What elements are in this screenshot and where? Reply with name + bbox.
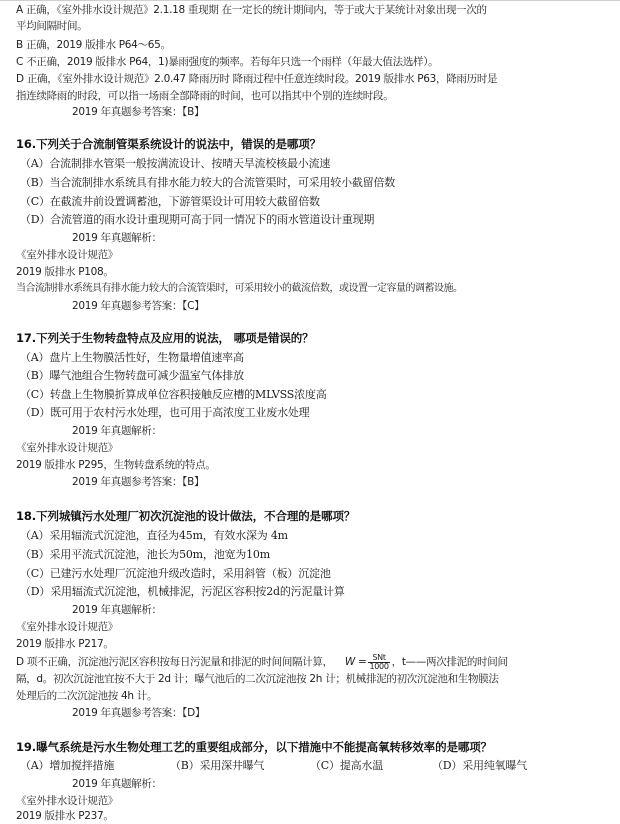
q16-answer: 2019 年真题参考答案：【C】 bbox=[72, 300, 205, 312]
q17-page-ref: 2019 版排水 P295，生物转盘系统的特点。 bbox=[16, 459, 216, 471]
q18-note-text-b: ，t——两次排泥的时间间 bbox=[391, 656, 508, 668]
prev-analysis-b: B 正确，2019 版排水 P64～65。 bbox=[16, 39, 171, 51]
q17-reference: 《室外排水设计规范》 bbox=[16, 442, 118, 454]
q17-title: 17.下列关于生物转盘特点及应用的说法， 哪项是错误的？ bbox=[16, 331, 314, 345]
q17-option-d: （D）既可用于农村污水处理，也可用于高浓度工业废水处理 bbox=[20, 406, 310, 419]
q19-option-d: （D）采用纯氧曝气 bbox=[432, 759, 528, 772]
q18-formula-denominator: 1000 bbox=[369, 661, 389, 671]
prev-analysis-c: C 不正确，2019 版排水 P64，1)暴雨强度的频率。若每年只选一个雨样（年最大值法选样）。 bbox=[16, 56, 439, 68]
q18-analysis-label: 2019 年真题解析： bbox=[72, 604, 162, 616]
q18-formula-numerator: SNt bbox=[368, 654, 389, 663]
q16-analysis-label: 2019 年真题解析： bbox=[72, 232, 162, 244]
q19-page-ref: 2019 版排水 P237。 bbox=[16, 810, 114, 822]
q17-option-a: （A）盘片上生物膜活性好，生物量增值速率高 bbox=[20, 351, 244, 364]
q18-answer: 2019 年真题参考答案：【D】 bbox=[72, 707, 206, 719]
q16-option-c: （C）在截流井前设置调蓄池，下游管渠设计可用较大截留倍数 bbox=[20, 195, 320, 208]
q18-page-ref: 2019 版排水 P217。 bbox=[16, 638, 114, 650]
q16-option-d: （D）合流管道的雨水设计重现期可高于同一情况下的雨水管道设计重现期 bbox=[20, 213, 375, 226]
page-top-border bbox=[0, 0, 620, 1]
q18-note-line1 bbox=[16, 653, 612, 671]
q17-answer: 2019 年真题参考答案：【B】 bbox=[72, 476, 205, 488]
q18-formula-w: W = bbox=[344, 656, 367, 668]
q19-option-b: （B）采用深井曝气 bbox=[170, 759, 265, 772]
prev-answer: 2019 年真题参考答案：【B】 bbox=[72, 106, 205, 118]
q18-formula-fraction bbox=[368, 654, 389, 671]
q18-option-b: （B）采用平流式沉淀池，池长为50m，池宽为10m bbox=[20, 548, 270, 561]
q19-reference: 《室外排水设计规范》 bbox=[16, 795, 118, 807]
prev-analysis-a-line1: A 正确，《室外排水设计规范》2.1.18 重现期 在一定长的统计期间内，等于或大于某统计对象出现一次的 bbox=[16, 4, 487, 16]
q19-title: 19.曝气系统是污水生物处理工艺的重要组成部分，以下措施中不能提高氧转移效率的是哪项？ bbox=[16, 740, 493, 754]
q16-option-a: （A）合流制排水管渠一般按满流设计、按晴天旱流校核最小流速 bbox=[20, 157, 331, 170]
q19-analysis-label: 2019 年真题解析： bbox=[72, 778, 162, 790]
q18-option-d: （D）采用辐流式沉淀池，机械排泥，污泥区容积按2d的污泥量计算 bbox=[20, 585, 345, 598]
q16-option-b: （B）当合流制排水系统具有排水能力较大的合流管渠时，可采用较小截留倍数 bbox=[20, 176, 396, 189]
q17-option-b: （B）曝气池组合生物转盘可减少温室气体排放 bbox=[20, 369, 244, 382]
q18-note-line2: 隔，d。初次沉淀池宜按不大于 2d 计；曝气池后的二次沉淀池按 2h 计；机械排泥的初次沉淀池和生物膜法 bbox=[16, 673, 499, 685]
prev-analysis-a-line2: 平均间隔时间。 bbox=[16, 20, 88, 32]
prev-analysis-d-line1: D 正确，《室外排水设计规范》2.0.47 降雨历时 降雨过程中任意连续时段。2019 版排水 P63，降雨历时是 bbox=[16, 73, 498, 85]
q18-option-a: （A）采用辐流式沉淀池，直径为45m，有效水深为 4m bbox=[20, 529, 288, 542]
q18-option-c: （C）已建污水处理厂沉淀池升级改造时，采用斜管（板）沉淀池 bbox=[20, 567, 331, 580]
q16-page-ref: 2019 版排水 P108。 bbox=[16, 266, 114, 278]
q16-title: 16.下列关于合流制管渠系统设计的说法中，错误的是哪项？ bbox=[16, 137, 322, 151]
q17-option-c: （C）转盘上生物膜折算成单位容积接触反应槽的MLVSS浓度高 bbox=[20, 388, 327, 401]
q19-option-c: （C）提高水温 bbox=[310, 759, 384, 772]
q16-note: 当合流制排水系统具有排水能力较大的合流管渠时，可采用较小的截流倍数，或设置一定容量的调蓄设施。 bbox=[16, 283, 463, 294]
q18-note-line3: 处理后的二次沉淀池按 4h 计。 bbox=[16, 690, 158, 702]
q16-reference: 《室外排水设计规范》 bbox=[16, 249, 118, 261]
q18-note-text-a: D 项不正确，沉淀池污泥区容积按每日污泥量和排泥的时间间隔计算， bbox=[16, 656, 333, 668]
q19-options-row bbox=[16, 758, 612, 774]
prev-analysis-d-line2: 指连续降雨的时段，可以指一场雨全部降雨的时间，也可以指其中个别的连续时段。 bbox=[16, 90, 394, 102]
q17-analysis-label: 2019 年真题解析： bbox=[72, 425, 162, 437]
q18-reference: 《室外排水设计规范》 bbox=[16, 621, 118, 633]
q18-title: 18.下列城镇污水处理厂初次沉淀池的设计做法，不合理的是哪项？ bbox=[16, 509, 356, 523]
q19-option-a: （A）增加搅拌措施 bbox=[20, 759, 115, 772]
